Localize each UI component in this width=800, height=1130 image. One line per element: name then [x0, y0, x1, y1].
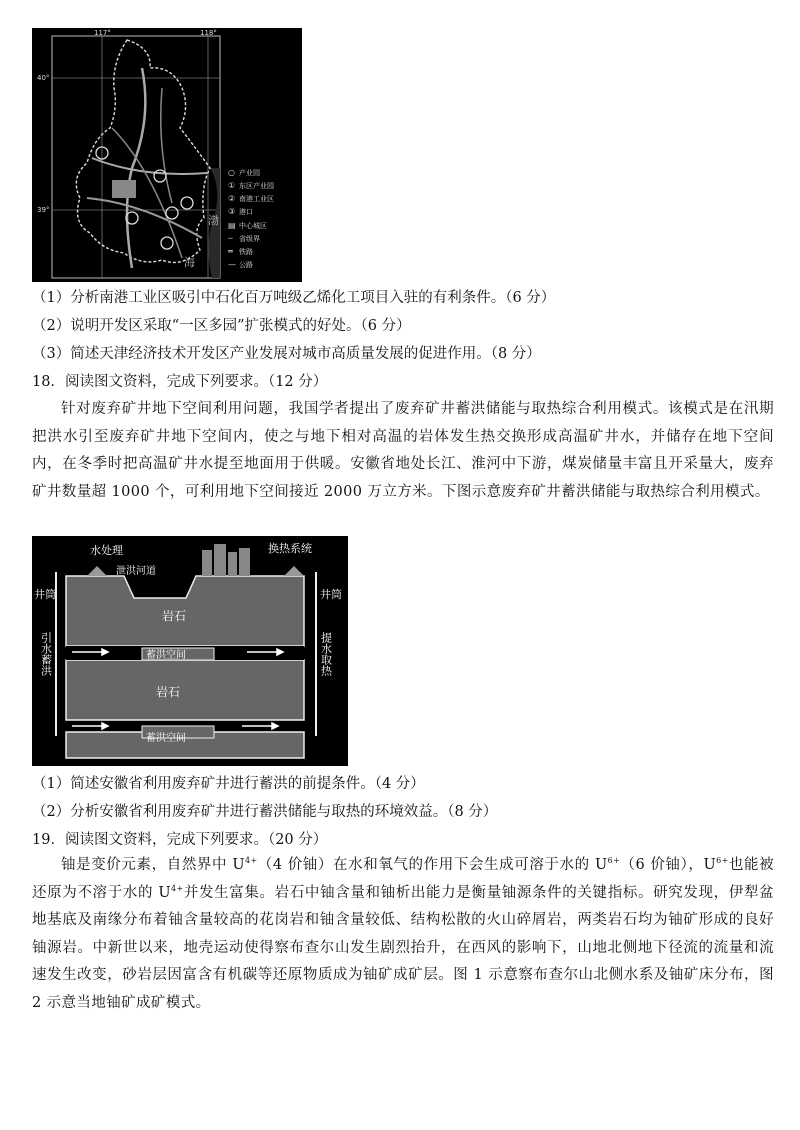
svg-text:—: — — [228, 260, 236, 269]
svg-text:①: ① — [228, 181, 236, 190]
q18-sub2: （2）分析安徽省利用废弃矿井进行蓄洪储能与取热的环境效益。（8 分） — [32, 804, 498, 820]
q19-heading: 19．阅读图文资料，完成下列要求。（20 分） — [32, 832, 328, 848]
svg-text:中心城区: 中心城区 — [239, 222, 267, 230]
lat-top-label: 40° — [37, 74, 50, 82]
label-rock-1: 岩石 — [162, 609, 187, 623]
svg-text:○: ○ — [228, 168, 235, 177]
label-rock-2: 岩石 — [156, 685, 181, 699]
q17-sub1: （1）分析南港工业区吸引中石化百万吨级乙烯化工项目入驻的有利条件。（6 分） — [32, 290, 556, 306]
svg-text:③: ③ — [228, 207, 236, 216]
lat-bottom-label: 39° — [37, 206, 50, 214]
q18-paragraph: 针对废弃矿井地下空间利用问题，我国学者提出了废弃矿井蓄洪储能与取热综合利用模式。该模式是在汛期把洪水引至废弃矿井地下空间内，使之与地下相对高温的岩体发生热交换形成高温矿井水，并储存在地下空间内，在冬季时把高温矿井水提至地面用于供暖。安徽省地处长江、淮河中下游，煤炭储量丰富且开采量大，废弃矿井数量超 1000 个，可利用地下空间接近 2000 万立方米。下图示意废弃矿井蓄洪储能与取热综合利用模式。 — [32, 401, 774, 500]
label-shaft-left: 井筒 — [34, 588, 56, 601]
q19-paragraph: 铀是变价元素，自然界中 $U^{4+}(4$ 价铀）在水和氧气的作用下会生成可溶于水的 $U^{6+}(6$ 价铀），$U^{6+}$也能被还原为不溶于水的 $U^{4+}$并发生富集。岩石中铀含量和铀析出能力是衡量铀源条件的关键指标。研究发现，伊犁盆地基底及南缘分布着铀含量较高的花岗岩和铀含量较低、结构松散的火山碎屑岩，两类岩石均为铀矿形成的良好铀源岩。中新世以来，地壳运动使得察布查尔山发生剧烈抬升，在西风的影响下，山地北侧地下径流的流量和流速发生改变，砂岩层因富含有机碳等还原物质成为铀矿成矿层。图 1 示意察布查尔山北侧水系及铀矿床分布，图 2 示意当地铀矿成矿模式。 — [32, 856, 774, 1011]
svg-text:港口: 港口 — [239, 208, 253, 216]
sea-label-2: 海 — [184, 256, 195, 269]
svg-text:═: ═ — [228, 247, 233, 256]
label-flood-channel: 泄洪河道 — [116, 566, 156, 577]
map-graphic — [32, 28, 302, 282]
q17-sub2: （2）说明开发区采取“一区多园”扩张模式的好处。（6 分） — [32, 318, 411, 334]
svg-text:┄: ┄ — [228, 234, 233, 243]
svg-text:▤: ▤ — [228, 221, 236, 230]
label-left-vertical: 引水蓄洪 — [39, 632, 53, 676]
sea-label-1: 渤 — [208, 214, 219, 227]
svg-text:铁路: 铁路 — [239, 248, 253, 256]
lon-right-label: 118° — [200, 29, 217, 37]
svg-text:②: ② — [228, 194, 236, 203]
mine-storage-diagram — [32, 536, 348, 766]
label-shaft-right: 井筒 — [320, 588, 342, 601]
svg-text:省级界: 省级界 — [239, 235, 260, 243]
label-storage-1: 蓄洪空间 — [146, 650, 186, 661]
diagram-graphic — [32, 536, 348, 766]
label-water-treatment: 水处理 — [90, 544, 123, 557]
svg-text:公路: 公路 — [239, 261, 253, 269]
label-heat-exchange: 换热系统 — [268, 542, 312, 555]
label-storage-2: 蓄洪空间 — [146, 733, 186, 744]
q18-heading: 18．阅读图文资料，完成下列要求。（12 分） — [32, 374, 328, 390]
label-right-vertical: 提水取热 — [319, 632, 333, 676]
svg-text:南港工业区: 南港工业区 — [239, 195, 274, 203]
q18-sub1: （1）简述安徽省利用废弃矿井进行蓄洪的前提条件。（4 分） — [32, 776, 425, 792]
lon-left-label: 117° — [94, 29, 111, 37]
central-city-area — [112, 180, 136, 198]
q17-sub3: （3）简述天津经济技术开发区产业发展对城市高质量发展的促进作用。（8 分） — [32, 346, 541, 362]
svg-text:东区产业园: 东区产业园 — [239, 182, 274, 190]
svg-text:产业园: 产业园 — [239, 169, 260, 177]
tianjin-map-figure — [32, 28, 302, 282]
